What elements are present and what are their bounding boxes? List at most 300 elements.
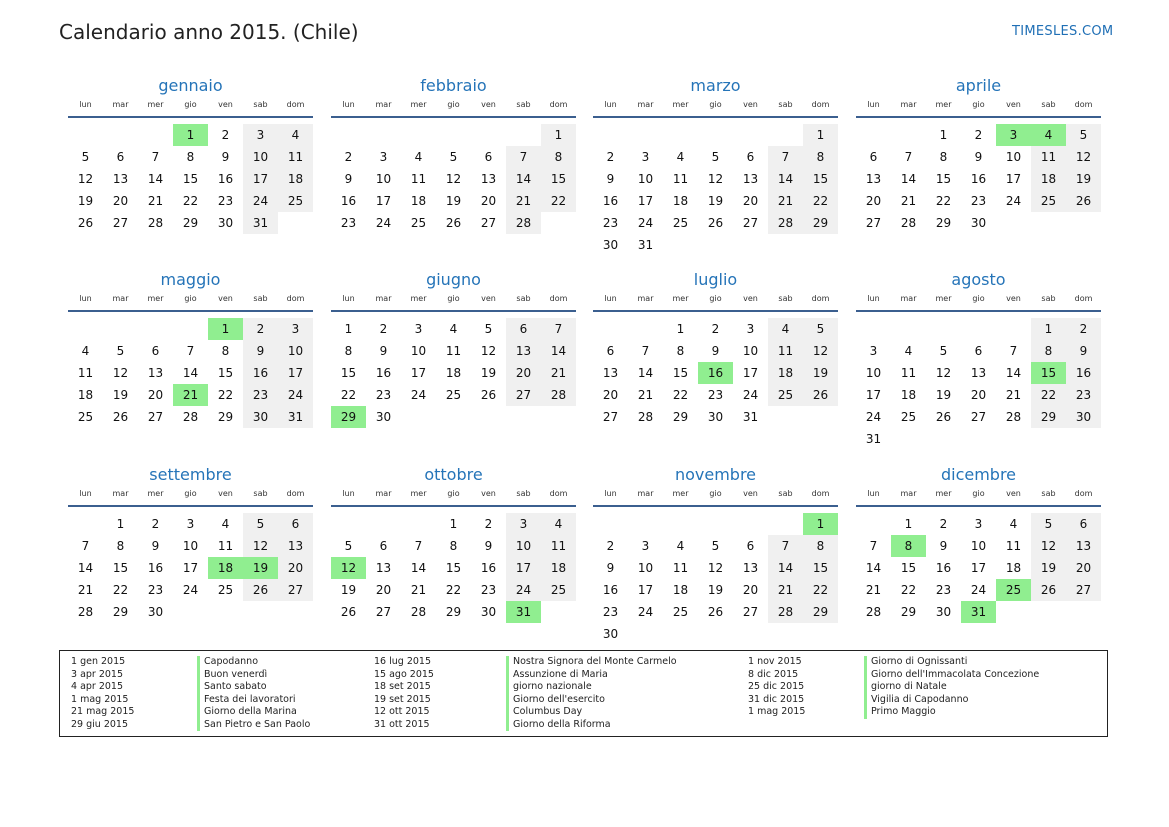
day-cell: 29 — [803, 601, 838, 623]
weekday-header: sab — [778, 489, 793, 498]
month-divider — [331, 310, 576, 312]
holiday-day: 19 — [243, 557, 278, 579]
day-cell: 15 — [182, 172, 199, 186]
day-cell: 28 — [410, 605, 427, 619]
day-cell: 13 — [112, 172, 129, 186]
day-cell: 26 — [243, 579, 278, 601]
holiday-date: 8 dic 2015 — [748, 668, 799, 680]
day-cell: 10 — [410, 344, 427, 358]
day-cell: 16 — [480, 561, 497, 575]
day-cell: 19 — [480, 366, 497, 380]
day-cell: 21 — [77, 583, 94, 597]
day-cell: 27 — [112, 216, 129, 230]
weekday-header: lun — [867, 294, 880, 303]
holiday-date: 1 nov 2015 — [748, 656, 802, 667]
day-cell: 25 — [1031, 190, 1066, 212]
day-cell: 25 — [900, 410, 917, 424]
day-cell: 31 — [243, 212, 278, 234]
day-cell: 8 — [186, 150, 195, 164]
holiday-legend — [59, 650, 1108, 737]
day-cell: 23 — [1066, 384, 1101, 406]
holiday-name: Giorno della Marina — [204, 706, 297, 717]
day-cell: 23 — [243, 384, 278, 406]
weekday-header: gio — [709, 294, 722, 303]
holiday-day: 25 — [996, 579, 1031, 601]
day-cell: 31 — [637, 238, 654, 252]
day-cell: 30 — [970, 216, 987, 230]
day-cell: 4 — [81, 344, 90, 358]
day-cell: 2 — [344, 150, 353, 164]
day-cell: 9 — [484, 539, 493, 553]
weekday-header: mar — [375, 294, 392, 303]
holiday-date: 1 gen 2015 — [71, 656, 126, 667]
holiday-name: Festa dei lavoratori — [204, 693, 296, 705]
day-cell: 18 — [1031, 168, 1066, 190]
day-cell: 12 — [1031, 535, 1066, 557]
weekday-header: ven — [481, 100, 496, 109]
holiday-date: 18 set 2015 — [374, 681, 431, 692]
month-divider — [68, 116, 313, 118]
month-name: luglio — [693, 270, 738, 289]
month-divider — [593, 310, 838, 312]
day-cell: 12 — [445, 172, 462, 186]
weekday-header: ven — [481, 489, 496, 498]
day-cell: 1 — [1031, 318, 1066, 340]
day-cell: 29 — [445, 605, 462, 619]
day-cell: 15 — [340, 366, 357, 380]
day-cell: 28 — [768, 212, 803, 234]
weekday-header: lun — [867, 100, 880, 109]
day-cell: 13 — [865, 172, 882, 186]
weekday-header: mar — [637, 100, 654, 109]
day-cell: 22 — [935, 194, 952, 208]
holiday-date: 19 set 2015 — [374, 693, 431, 705]
day-cell: 17 — [970, 561, 987, 575]
day-cell: 6 — [506, 318, 541, 340]
month-name: agosto — [951, 270, 1006, 289]
day-cell: 27 — [865, 216, 882, 230]
day-cell: 5 — [1031, 513, 1066, 535]
weekday-header: ven — [743, 294, 758, 303]
holiday-date: 31 dic 2015 — [748, 693, 805, 705]
weekday-header: gio — [447, 489, 460, 498]
day-cell: 23 — [935, 583, 952, 597]
day-cell: 4 — [1009, 517, 1018, 531]
day-cell: 26 — [1066, 190, 1101, 212]
day-cell: 20 — [375, 583, 392, 597]
day-cell: 1 — [803, 124, 838, 146]
weekday-header: gio — [447, 294, 460, 303]
day-cell: 6 — [869, 150, 878, 164]
day-cell: 12 — [803, 340, 838, 362]
holiday-date: 29 giu 2015 — [71, 718, 128, 730]
day-cell: 2 — [974, 128, 983, 142]
day-cell: 5 — [449, 150, 458, 164]
day-cell: 4 — [221, 517, 230, 531]
holiday-name: Giorno della Riforma — [513, 718, 611, 730]
day-cell: 18 — [1005, 561, 1022, 575]
weekday-header: mer — [147, 100, 164, 109]
day-cell: 8 — [803, 535, 838, 557]
day-cell: 12 — [707, 172, 724, 186]
day-cell: 14 — [768, 168, 803, 190]
holiday-day: 8 — [891, 535, 926, 557]
weekday-header: gio — [972, 294, 985, 303]
day-cell: 11 — [217, 539, 234, 553]
day-cell: 19 — [803, 362, 838, 384]
day-cell: 20 — [1066, 557, 1101, 579]
weekday-header: gio — [184, 100, 197, 109]
day-cell: 29 — [803, 212, 838, 234]
day-cell: 2 — [379, 322, 388, 336]
day-cell: 28 — [900, 216, 917, 230]
day-cell: 31 — [278, 406, 313, 428]
weekday-header: lun — [604, 489, 617, 498]
day-cell: 13 — [278, 535, 313, 557]
holiday-name: Primo Maggio — [871, 706, 936, 717]
day-cell: 27 — [375, 605, 392, 619]
weekday-header: ven — [743, 100, 758, 109]
day-cell: 21 — [147, 194, 164, 208]
day-cell: 24 — [375, 216, 392, 230]
holiday-date: 1 mag 2015 — [71, 693, 129, 705]
day-cell: 28 — [768, 601, 803, 623]
day-cell: 30 — [217, 216, 234, 230]
weekday-header: lun — [79, 100, 92, 109]
holiday-name: Buon venerdì — [204, 668, 268, 680]
day-cell: 17 — [742, 366, 759, 380]
day-cell: 6 — [974, 344, 983, 358]
day-cell: 6 — [278, 513, 313, 535]
page-title: Calendario anno 2015. (Chile) — [59, 20, 359, 44]
day-cell: 24 — [637, 605, 654, 619]
holiday-day: 21 — [173, 384, 208, 406]
day-cell: 11 — [410, 172, 427, 186]
day-cell: 8 — [449, 539, 458, 553]
weekday-header: sab — [516, 489, 531, 498]
day-cell: 4 — [676, 150, 685, 164]
weekday-header: dom — [811, 100, 830, 109]
day-cell: 22 — [672, 388, 689, 402]
day-cell: 14 — [410, 561, 427, 575]
weekday-header: dom — [1074, 100, 1093, 109]
day-cell: 30 — [375, 410, 392, 424]
day-cell: 8 — [116, 539, 125, 553]
day-cell: 1 — [116, 517, 125, 531]
day-cell: 9 — [151, 539, 160, 553]
day-cell: 7 — [869, 539, 878, 553]
weekday-header: sab — [253, 489, 268, 498]
day-cell: 31 — [742, 410, 759, 424]
day-cell: 16 — [147, 561, 164, 575]
month-name: marzo — [690, 76, 741, 95]
weekday-header: mer — [935, 294, 952, 303]
day-cell: 9 — [974, 150, 983, 164]
weekday-header: mar — [900, 294, 917, 303]
weekday-header: ven — [1006, 489, 1021, 498]
day-cell: 25 — [445, 388, 462, 402]
day-cell: 13 — [1066, 535, 1101, 557]
month-divider — [593, 505, 838, 507]
day-cell: 15 — [445, 561, 462, 575]
day-cell: 11 — [445, 344, 462, 358]
day-cell: 28 — [506, 212, 541, 234]
day-cell: 17 — [182, 561, 199, 575]
day-cell: 19 — [445, 194, 462, 208]
day-cell: 5 — [711, 539, 720, 553]
day-cell: 2 — [711, 322, 720, 336]
weekday-header: mar — [637, 294, 654, 303]
weekday-header: lun — [604, 294, 617, 303]
day-cell: 25 — [672, 216, 689, 230]
holiday-dates-column — [71, 656, 134, 731]
day-cell: 14 — [900, 172, 917, 186]
day-cell: 6 — [379, 539, 388, 553]
day-cell: 2 — [606, 539, 615, 553]
holiday-name: Capodanno — [204, 656, 259, 667]
day-cell: 27 — [278, 579, 313, 601]
day-cell: 20 — [742, 583, 759, 597]
day-cell: 14 — [506, 168, 541, 190]
holiday-name: Giorno di Ognissanti — [871, 656, 968, 667]
day-cell: 9 — [606, 172, 615, 186]
day-cell: 25 — [672, 605, 689, 619]
day-cell: 21 — [506, 190, 541, 212]
day-cell: 6 — [746, 150, 755, 164]
day-cell: 17 — [865, 388, 882, 402]
day-cell: 5 — [243, 513, 278, 535]
day-cell: 12 — [1066, 146, 1101, 168]
day-cell: 11 — [768, 340, 803, 362]
day-cell: 13 — [742, 561, 759, 575]
weekday-header: dom — [1074, 294, 1093, 303]
day-cell: 11 — [1005, 539, 1022, 553]
month-name: novembre — [674, 465, 757, 484]
weekday-header: mer — [672, 294, 689, 303]
day-cell: 27 — [1066, 579, 1101, 601]
day-cell: 1 — [904, 517, 913, 531]
day-cell: 6 — [746, 539, 755, 553]
day-cell: 27 — [506, 384, 541, 406]
weekday-header: ven — [218, 489, 233, 498]
day-cell: 1 — [939, 128, 948, 142]
day-cell: 20 — [506, 362, 541, 384]
holiday-date: 21 mag 2015 — [71, 706, 135, 717]
day-cell: 12 — [77, 172, 94, 186]
day-cell: 19 — [1031, 557, 1066, 579]
day-cell: 12 — [480, 344, 497, 358]
month-divider — [856, 310, 1101, 312]
day-cell: 11 — [541, 535, 576, 557]
day-cell: 18 — [672, 583, 689, 597]
day-cell: 13 — [480, 172, 497, 186]
day-cell: 7 — [414, 539, 423, 553]
day-cell: 5 — [116, 344, 125, 358]
day-cell: 7 — [186, 344, 195, 358]
day-cell: 28 — [1005, 410, 1022, 424]
holiday-name: Santo sabato — [204, 681, 267, 692]
day-cell: 14 — [77, 561, 94, 575]
day-cell: 21 — [541, 362, 576, 384]
day-cell: 2 — [484, 517, 493, 531]
month-divider — [331, 505, 576, 507]
month-name: gennaio — [158, 76, 223, 95]
holiday-name: Nostra Signora del Monte Carmelo — [513, 656, 677, 667]
day-cell: 26 — [480, 388, 497, 402]
weekday-header: ven — [218, 100, 233, 109]
day-cell: 5 — [711, 150, 720, 164]
day-cell: 18 — [445, 366, 462, 380]
day-cell: 3 — [746, 322, 755, 336]
month-name: dicembre — [940, 465, 1017, 484]
day-cell: 12 — [707, 561, 724, 575]
day-cell: 30 — [147, 605, 164, 619]
day-cell: 26 — [445, 216, 462, 230]
day-cell: 3 — [379, 150, 388, 164]
day-cell: 17 — [243, 168, 278, 190]
day-cell: 11 — [672, 172, 689, 186]
day-cell: 7 — [768, 535, 803, 557]
day-cell: 9 — [1066, 340, 1101, 362]
day-cell: 5 — [939, 344, 948, 358]
day-cell: 3 — [243, 124, 278, 146]
day-cell: 11 — [77, 366, 94, 380]
day-cell: 27 — [742, 216, 759, 230]
holiday-dates-column — [374, 656, 434, 731]
day-cell: 19 — [112, 388, 129, 402]
day-cell: 10 — [1005, 150, 1022, 164]
month-name: giugno — [426, 270, 481, 289]
month-divider — [68, 310, 313, 312]
day-cell: 3 — [869, 344, 878, 358]
day-cell: 31 — [865, 432, 882, 446]
day-cell: 4 — [676, 539, 685, 553]
day-cell: 25 — [768, 384, 803, 406]
day-cell: 14 — [637, 366, 654, 380]
weekday-header: dom — [811, 294, 830, 303]
day-cell: 10 — [970, 539, 987, 553]
day-cell: 7 — [904, 150, 913, 164]
day-cell: 2 — [221, 128, 230, 142]
day-cell: 1 — [449, 517, 458, 531]
day-cell: 29 — [217, 410, 234, 424]
day-cell: 9 — [221, 150, 230, 164]
month-name: febbraio — [420, 76, 487, 95]
day-cell: 8 — [676, 344, 685, 358]
day-cell: 19 — [340, 583, 357, 597]
day-cell: 28 — [541, 384, 576, 406]
holiday-names-column — [197, 656, 310, 731]
day-cell: 19 — [1066, 168, 1101, 190]
day-cell: 25 — [410, 216, 427, 230]
day-cell: 23 — [602, 216, 619, 230]
day-cell: 17 — [637, 194, 654, 208]
day-cell: 24 — [865, 410, 882, 424]
day-cell: 21 — [768, 190, 803, 212]
day-cell: 18 — [672, 194, 689, 208]
day-cell: 24 — [637, 216, 654, 230]
day-cell: 22 — [217, 388, 234, 402]
day-cell: 20 — [112, 194, 129, 208]
day-cell: 26 — [935, 410, 952, 424]
day-cell: 13 — [506, 340, 541, 362]
day-cell: 6 — [151, 344, 160, 358]
weekday-header: mer — [147, 489, 164, 498]
day-cell: 13 — [602, 366, 619, 380]
day-cell: 1 — [541, 124, 576, 146]
day-cell: 3 — [506, 513, 541, 535]
day-cell: 15 — [541, 168, 576, 190]
day-cell: 6 — [484, 150, 493, 164]
day-cell: 8 — [1031, 340, 1066, 362]
day-cell: 11 — [672, 561, 689, 575]
holiday-date: 4 apr 2015 — [71, 681, 124, 692]
day-cell: 16 — [602, 194, 619, 208]
weekday-header: gio — [184, 294, 197, 303]
day-cell: 15 — [803, 168, 838, 190]
day-cell: 22 — [1031, 384, 1066, 406]
day-cell: 28 — [147, 216, 164, 230]
day-cell: 8 — [939, 150, 948, 164]
weekday-header: sab — [1041, 100, 1056, 109]
weekday-header: ven — [1006, 294, 1021, 303]
day-cell: 24 — [742, 388, 759, 402]
day-cell: 1 — [676, 322, 685, 336]
weekday-header: ven — [481, 294, 496, 303]
weekday-header: lun — [342, 100, 355, 109]
day-cell: 11 — [1031, 146, 1066, 168]
day-cell: 10 — [182, 539, 199, 553]
day-cell: 25 — [541, 579, 576, 601]
day-cell: 10 — [375, 172, 392, 186]
weekday-header: mer — [935, 489, 952, 498]
day-cell: 17 — [375, 194, 392, 208]
day-cell: 26 — [803, 384, 838, 406]
day-cell: 26 — [707, 605, 724, 619]
day-cell: 16 — [340, 194, 357, 208]
weekday-header: lun — [342, 294, 355, 303]
day-cell: 19 — [77, 194, 94, 208]
day-cell: 7 — [506, 146, 541, 168]
site-link[interactable]: TIMESLES.COM — [1012, 24, 1114, 39]
holiday-day: 1 — [803, 513, 838, 535]
day-cell: 21 — [865, 583, 882, 597]
day-cell: 18 — [278, 168, 313, 190]
day-cell: 15 — [217, 366, 234, 380]
day-cell: 27 — [742, 605, 759, 619]
day-cell: 24 — [1005, 194, 1022, 208]
weekday-header: ven — [1006, 100, 1021, 109]
weekday-header: sab — [1041, 294, 1056, 303]
day-cell: 9 — [939, 539, 948, 553]
day-cell: 27 — [970, 410, 987, 424]
day-cell: 4 — [904, 344, 913, 358]
holiday-name: Assunzione di Maria — [513, 668, 608, 680]
day-cell: 2 — [243, 318, 278, 340]
weekday-header: mar — [375, 489, 392, 498]
day-cell: 19 — [707, 194, 724, 208]
day-cell: 29 — [935, 216, 952, 230]
day-cell: 22 — [803, 579, 838, 601]
day-cell: 2 — [939, 517, 948, 531]
day-cell: 23 — [217, 194, 234, 208]
month-divider — [331, 116, 576, 118]
holiday-name: San Pietro e San Paolo — [204, 718, 311, 730]
holiday-date: 31 ott 2015 — [374, 718, 430, 730]
holiday-name: giorno nazionale — [513, 681, 592, 692]
day-cell: 14 — [1005, 366, 1022, 380]
day-cell: 19 — [935, 388, 952, 402]
